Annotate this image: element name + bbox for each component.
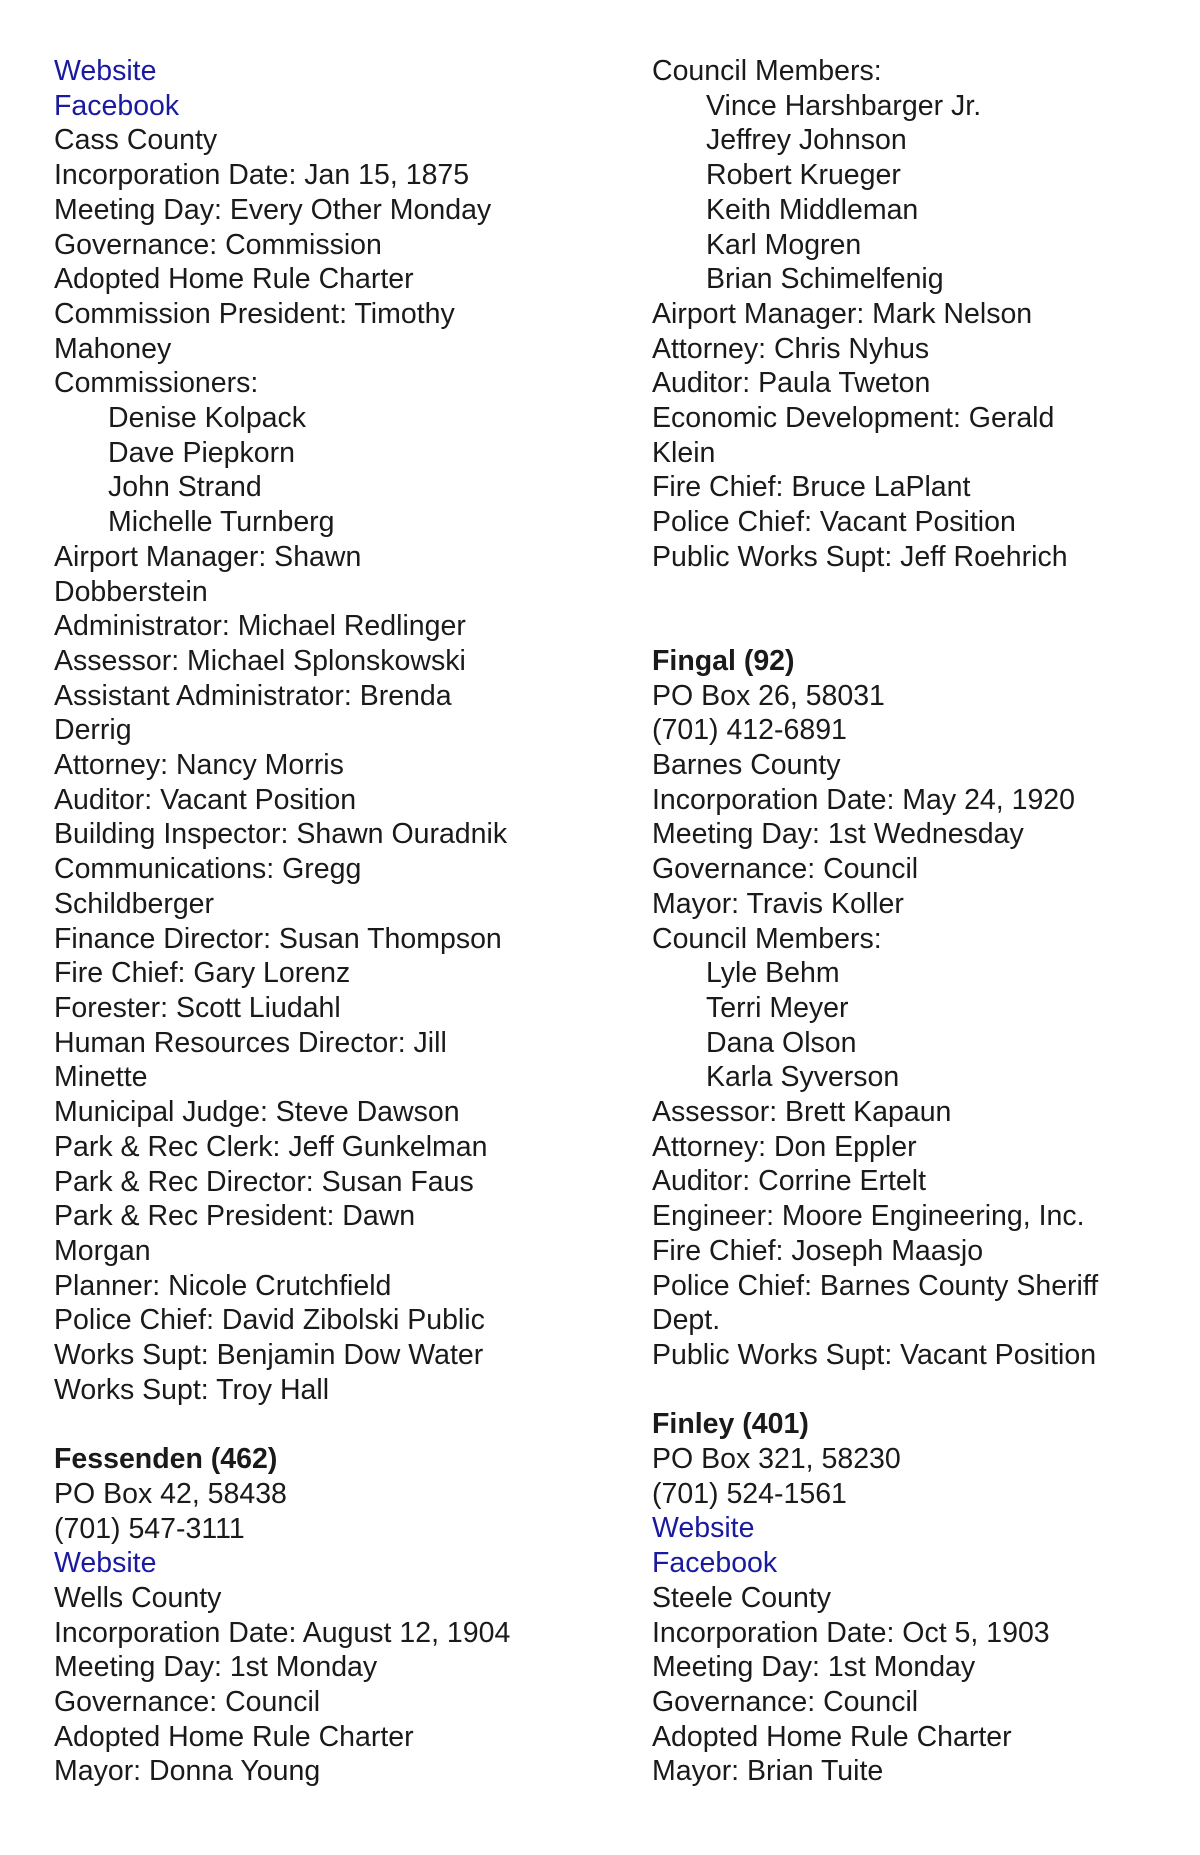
- official: Fire Chief: Bruce LaPlant: [652, 471, 971, 504]
- commissioner: Michelle Turnberg: [108, 506, 335, 539]
- county: Cass County: [54, 124, 218, 157]
- official: Assessor: Michael Splonskowski: [54, 644, 466, 677]
- fingal-incorporation: Incorporation Date: May 24, 1920: [652, 783, 1076, 816]
- finley-heading: Finley (401): [652, 1408, 809, 1441]
- fingal-mayor: Mayor: Travis Koller: [652, 887, 904, 920]
- official: Planner: Nicole Crutchfield: [54, 1269, 392, 1302]
- official: Engineer: Moore Engineering, Inc.: [652, 1200, 1085, 1233]
- council-member: Jeffrey Johnson: [706, 124, 907, 157]
- official: Building Inspector: Shawn Ouradnik: [54, 818, 508, 851]
- council-member: Keith Middleman: [706, 193, 919, 226]
- finley-county: Steele County: [652, 1581, 832, 1614]
- finley-address: PO Box 321, 58230: [652, 1443, 901, 1476]
- fingal-council-label: Council Members:: [652, 922, 882, 955]
- official: Airport Manager: Mark Nelson: [652, 297, 1033, 330]
- fessenden-charter: Adopted Home Rule Charter: [54, 1720, 414, 1753]
- finley-meeting-day: Meeting Day: 1st Monday: [652, 1651, 976, 1684]
- finley-incorporation: Incorporation Date: Oct 5, 1903: [652, 1616, 1050, 1649]
- official: Attorney: Don Eppler: [652, 1130, 917, 1163]
- official: Park & Rec Director: Susan Faus: [54, 1165, 474, 1198]
- left-column: [54, 54, 614, 1789]
- incorporation-date: Incorporation Date: Jan 15, 1875: [54, 159, 470, 192]
- commissioner: John Strand: [108, 471, 262, 504]
- official: Police Chief: David Zibolski Public Works Supt: Benjamin Dow Water Works Supt: Troy Hall: [54, 1304, 485, 1406]
- section-spacer: [652, 609, 1192, 644]
- fessenden-mayor: Mayor: Donna Young: [54, 1755, 321, 1788]
- official: Police Chief: Vacant Position: [652, 506, 1016, 539]
- council-member: Dana Olson: [706, 1026, 857, 1059]
- official: Attorney: Nancy Morris: [54, 749, 344, 782]
- fingal-address: PO Box 26, 58031: [652, 679, 885, 712]
- cass-facebook-link[interactable]: Facebook: [54, 89, 180, 122]
- official: Public Works Supt: Jeff Roehrich: [652, 540, 1068, 573]
- official: Auditor: Paula Tweton: [652, 367, 931, 400]
- official: Assistant Administrator: Brenda Derrig: [54, 679, 452, 747]
- meeting-day: Meeting Day: Every Other Monday: [54, 193, 492, 226]
- fessenden-meeting-day: Meeting Day: 1st Monday: [54, 1651, 378, 1684]
- finley-facebook-link[interactable]: Facebook: [652, 1547, 778, 1580]
- official: Police Chief: Barnes County Sheriff Dept.: [652, 1269, 1099, 1337]
- official: Attorney: Chris Nyhus: [652, 332, 930, 365]
- fessenden-address: PO Box 42, 58438: [54, 1477, 287, 1510]
- fessenden-phone: (701) 547-3111: [54, 1512, 245, 1545]
- council-member: Karla Syverson: [706, 1061, 900, 1094]
- official: Assessor: Brett Kapaun: [652, 1096, 952, 1129]
- official: Auditor: Corrine Ertelt: [652, 1165, 927, 1198]
- commission-president: Commission President: Timothy Mahoney: [54, 297, 455, 365]
- fessenden-heading: Fessenden (462): [54, 1443, 278, 1476]
- official: Park & Rec President: Dawn Morgan: [54, 1200, 416, 1267]
- official: Auditor: Vacant Position: [54, 783, 357, 816]
- finley-governance: Governance: Council: [652, 1686, 919, 1718]
- fingal-governance: Governance: Council: [652, 853, 919, 886]
- section-spacer: [652, 1373, 1192, 1408]
- fingal-meeting-day: Meeting Day: 1st Wednesday: [652, 818, 1024, 851]
- fessenden-governance: Governance: Council: [54, 1686, 321, 1719]
- fingal-heading: Fingal (92): [652, 644, 795, 677]
- official: Airport Manager: Shawn Dobberstein: [54, 540, 362, 608]
- commissioner: Denise Kolpack: [108, 402, 307, 435]
- cass-website-link[interactable]: Website: [54, 55, 157, 87]
- official: Finance Director: Susan Thompson: [54, 922, 502, 955]
- council-member: Terri Meyer: [706, 991, 849, 1024]
- fingal-county: Barnes County: [652, 749, 841, 782]
- section-spacer: [652, 575, 1192, 610]
- council-members-label: Council Members:: [652, 55, 882, 87]
- council-member: Karl Mogren: [706, 228, 862, 261]
- official: Municipal Judge: Steve Dawson: [54, 1096, 460, 1129]
- council-member: Brian Schimelfenig: [706, 263, 944, 296]
- official: Economic Development: Gerald Klein: [652, 402, 1055, 469]
- official: Administrator: Michael Redlinger: [54, 610, 466, 643]
- finley-phone: (701) 524-1561: [652, 1477, 847, 1510]
- council-member: Vince Harshbarger Jr.: [706, 89, 982, 122]
- finley-mayor: Mayor: Brian Tuite: [652, 1755, 884, 1788]
- fessenden-county: Wells County: [54, 1581, 222, 1614]
- home-rule-charter: Adopted Home Rule Charter: [54, 263, 414, 296]
- section-spacer: [54, 1407, 614, 1442]
- official: Human Resources Director: Jill Minette: [54, 1026, 447, 1094]
- finley-charter: Adopted Home Rule Charter: [652, 1720, 1012, 1753]
- fessenden-incorporation: Incorporation Date: August 12, 1904: [54, 1616, 511, 1649]
- official: Communications: Gregg Schildberger: [54, 853, 362, 920]
- right-column: [652, 54, 1192, 1789]
- governance: Governance: Commission: [54, 228, 382, 261]
- council-member: Robert Krueger: [706, 159, 901, 192]
- finley-website-link[interactable]: Website: [652, 1512, 755, 1545]
- fingal-phone: (701) 412-6891: [652, 714, 847, 747]
- official: Forester: Scott Liudahl: [54, 991, 341, 1024]
- fessenden-website-link[interactable]: Website: [54, 1547, 157, 1580]
- official: Fire Chief: Gary Lorenz: [54, 957, 351, 990]
- commissioner: Dave Piepkorn: [108, 436, 295, 469]
- official: Fire Chief: Joseph Maasjo: [652, 1234, 984, 1267]
- official: Public Works Supt: Vacant Position: [652, 1338, 1097, 1371]
- council-member: Lyle Behm: [706, 957, 840, 990]
- official: Park & Rec Clerk: Jeff Gunkelman: [54, 1130, 488, 1163]
- commissioners-label: Commissioners:: [54, 367, 259, 400]
